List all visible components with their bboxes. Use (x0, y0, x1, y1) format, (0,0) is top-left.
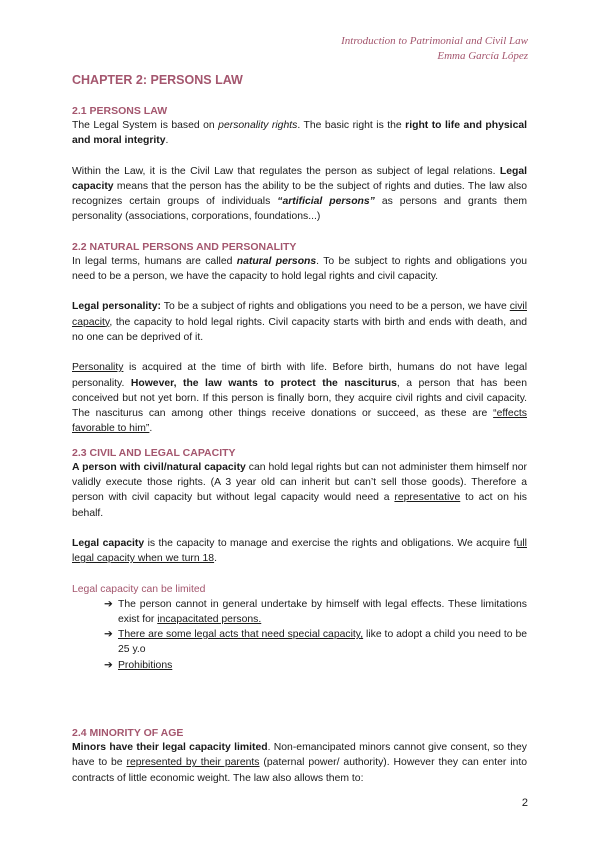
text-run: is acquired at the time of birth with life. Before birth, humans do not have legal personality. (72, 362, 527, 389)
list-item (104, 658, 527, 673)
text-run: , a person that has been conceived but not yet born. If this person is finally born, they acquire civil rights and civil capacity. The nasciturus can among other things receive donations or succeed, as these are (72, 377, 527, 420)
text-run-underlined: Prohibitions (118, 659, 173, 671)
text-run: Within the Law, it is the Civil Law that regulates the person as subject of legal relations. (72, 165, 500, 177)
arrow-bullet-icon: ➔ (104, 598, 113, 610)
text-run: can hold legal rights but can not administer them himself nor validly execute those rights. (A 3 year old can inherit but can’t sell those goods). Therefore a person with civil capacity but without legal capacity would need a (72, 461, 527, 504)
text-run-bold: Legal capacity (72, 537, 145, 549)
text-run: . The basic right is the (297, 120, 406, 131)
paragraph-2-2-a (72, 254, 527, 285)
text-run: like to adopt a child you need to be 25 y.o (118, 629, 528, 656)
paragraph-2-4-a (72, 740, 527, 786)
text-run-bold: Legal capacity (72, 165, 527, 192)
text-run-bold-italic: natural persons (236, 255, 317, 267)
document-body (72, 72, 527, 786)
page-number: 2 (521, 797, 528, 809)
text-run: To be a subject of rights and obligations you need to be a person, we have (161, 301, 510, 313)
running-header (341, 34, 528, 64)
text-run: as persons and grants them personality (associations, corporations, foundations...) (72, 196, 527, 223)
text-run-underlined: incapacitated persons. (157, 613, 262, 625)
text-run-bold: right to life and physical and moral integrity (72, 120, 528, 147)
text-run-underlined: “effects favorable to him” (72, 408, 527, 435)
limitations-list (72, 597, 527, 673)
paragraph-2-2-c (72, 360, 527, 436)
arrow-bullet-icon: ➔ (104, 659, 113, 671)
text-run-bold: Legal personality: (72, 301, 161, 313)
text-run: The person cannot in general undertake by himself with legal effects. These limitations exist for (118, 598, 527, 625)
text-run-underlined: represented by their parents (126, 757, 260, 769)
text-run: (paternal power/ authority). However they can enter into contracts of little economic weight. The law also allows them to: (72, 757, 527, 784)
text-run: . To be subject to rights and obligations you need to be a person, we have the capacity to hold legal rights and civil capacity. (72, 255, 528, 283)
text-run-bold-italic: “artificial persons” (277, 196, 375, 208)
text-run: In legal terms, humans are called (72, 255, 237, 267)
text-run-bold: However, the law wants to protect the nasciturus (130, 377, 397, 389)
text-run: , the capacity to hold legal rights. Civil capacity starts with birth and ends with death, and no one can be deprived of it. (72, 316, 527, 343)
text-run-underlined: ull legal capacity when we turn 18 (72, 537, 527, 565)
subheading-legal-capacity-limited: Legal capacity can be limited (72, 583, 206, 595)
paragraph-2-1-a (72, 118, 527, 149)
header-author: Emma García López (437, 50, 528, 62)
paragraph-2-3-a (72, 460, 527, 521)
text-run-italic: personality rights (218, 120, 298, 131)
chapter-title: CHAPTER 2: PERSONS LAW (72, 73, 243, 87)
list-item (104, 597, 527, 628)
paragraph-2-2-b (72, 299, 527, 345)
text-run-underlined: representative (394, 492, 461, 504)
paragraph-2-3-b (72, 536, 527, 567)
text-run-underlined: Personality (72, 362, 124, 374)
section-heading-2-3: 2.3 CIVIL AND LEGAL CAPACITY (72, 446, 236, 459)
section-heading-2-2: 2.2 NATURAL PERSONS AND PERSONALITY (72, 240, 297, 253)
text-run: . (149, 423, 153, 435)
text-run: . (165, 135, 169, 147)
text-run: . (214, 553, 217, 565)
paragraph-2-1-b (72, 164, 527, 225)
text-run-underlined: There are some legal acts that need special capacity, (118, 629, 364, 641)
section-heading-2-4: 2.4 MINORITY OF AGE (72, 727, 184, 740)
text-run: to act on his behalf. (72, 492, 527, 519)
arrow-bullet-icon: ➔ (104, 629, 113, 641)
text-run: . Non-emancipated minors cannot give consent, so they have to be (72, 742, 527, 769)
text-run: means that the person has the ability to be the subject of rights and duties. The law also recognizes certain groups of individuals (72, 180, 527, 208)
list-item (104, 627, 527, 658)
header-course-title: Introduction to Patrimonial and Civil Law (341, 35, 528, 47)
text-run-bold: Minors have their legal capacity limited (72, 742, 268, 754)
text-run-underlined: civil capacity (72, 301, 528, 328)
text-run: is the capacity to manage and exercise the rights and obligations. We acquire f (144, 537, 517, 549)
text-run-bold: A person with civil/natural capacity (72, 461, 246, 473)
section-heading-2-1: 2.1 PERSONS LAW (72, 105, 168, 117)
text-run: The Legal System is based on (72, 120, 219, 131)
